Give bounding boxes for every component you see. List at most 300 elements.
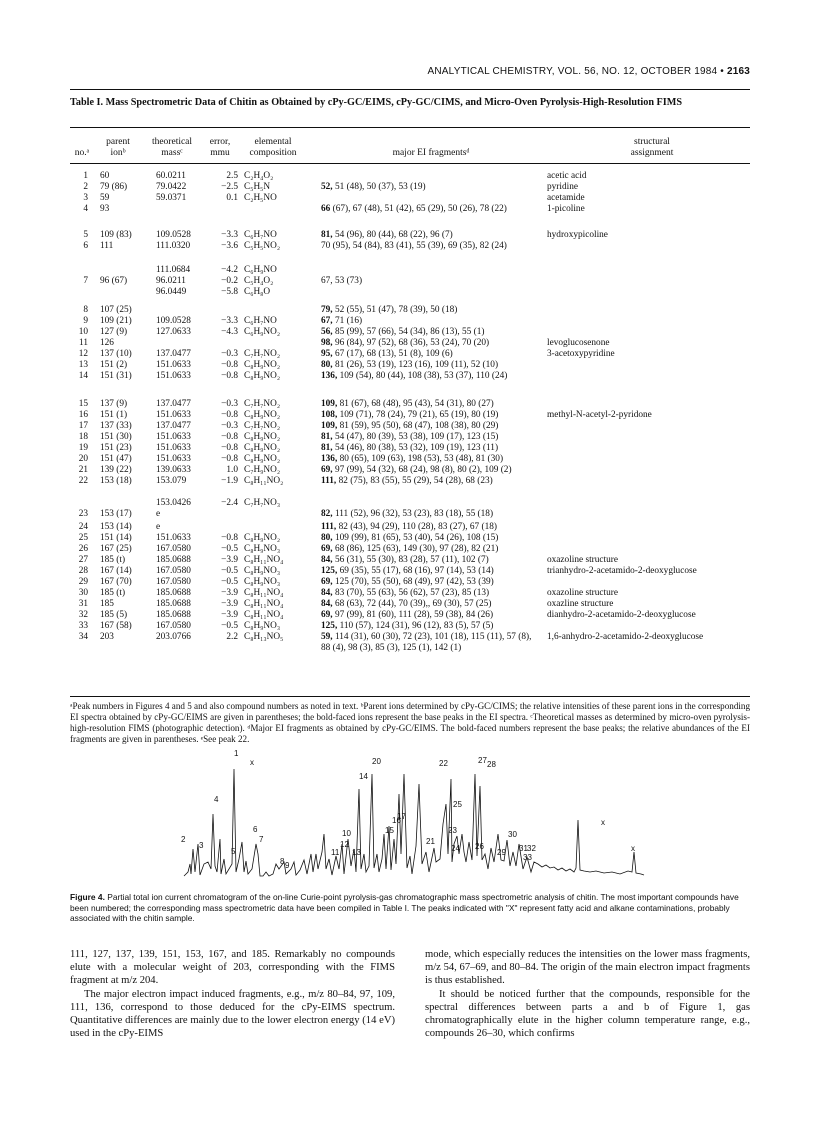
base-peak: 67, <box>321 316 333 326</box>
cell-assignment: methyl-N-acetyl-2-pyridone <box>547 410 652 420</box>
cell-theoretical-mass: e <box>156 522 161 532</box>
col-header-composition: elemental composition <box>249 137 297 158</box>
peak-label: 14 <box>359 772 368 781</box>
cell-theoretical-mass: 79.0422 <box>156 182 187 192</box>
cell-error: −3.9 <box>221 610 238 620</box>
cell-parent-ion: 109 (21) <box>100 316 132 326</box>
fragment-list: 97 (99), 81 (60), 111 (28), 59 (38), 84 (26) <box>332 610 494 620</box>
col-header-no: no.ᵃ <box>74 148 90 158</box>
cell-composition: C₇H₇NO₂ <box>244 399 281 409</box>
col-header-assignment: structural assignment <box>630 137 674 158</box>
cell-theoretical-mass: 185.0688 <box>156 555 191 565</box>
running-header <box>70 66 750 82</box>
cell-fragments <box>321 432 539 443</box>
cell-no: 1 <box>83 171 88 181</box>
cell-error: −2.5 <box>221 182 238 192</box>
cell-no: 4 <box>83 204 88 214</box>
cell-error: −0.8 <box>221 533 238 543</box>
cell-theoretical-mass: 151.0633 <box>156 454 191 464</box>
cell-composition: C₈H₉NO₂ <box>244 410 281 420</box>
cell-parent-ion: 151 (1) <box>100 410 128 420</box>
cell-parent-ion: 167 (58) <box>100 621 132 631</box>
cell-assignment: oxazoline structure <box>547 588 618 598</box>
cell-theoretical-mass: 111.0320 <box>156 241 191 251</box>
base-peak: 69, <box>321 465 333 475</box>
fragment-list: (67), 67 (48), 51 (42), 65 (29), 50 (26), 78 (22) <box>330 204 507 214</box>
cell-assignment: oxazoline structure <box>547 555 618 565</box>
base-peak: 80, <box>321 360 333 370</box>
cell-theoretical-mass: 137.0477 <box>156 349 191 359</box>
cell-no: 8 <box>83 305 88 315</box>
col-header-theoretical-mass: theoretical massᶜ <box>151 137 193 158</box>
figure-caption <box>70 892 750 924</box>
cell-error: −0.3 <box>221 399 238 409</box>
cell-no: 27 <box>78 555 88 565</box>
cell-theoretical-mass: 137.0477 <box>156 399 191 409</box>
cell-no: 6 <box>83 241 88 251</box>
cell-error: −0.8 <box>221 360 238 370</box>
cell-fragments <box>321 588 539 599</box>
cell-theoretical-mass: 109.0528 <box>156 316 191 326</box>
cell-assignment: 3-acetoxypyridine <box>547 349 615 359</box>
cell-composition: C₂H₄O₂ <box>244 171 274 181</box>
cell-error: −0.5 <box>221 577 238 587</box>
cell-error: 1.0 <box>226 465 238 475</box>
cell-composition: C₆H₉NO₂ <box>244 327 281 337</box>
cell-composition: C₆H₉NO <box>244 265 277 275</box>
cell-composition: C₈H₁₁NO₄ <box>244 588 284 598</box>
cell-fragments <box>321 276 539 287</box>
cell-theoretical-mass: 151.0633 <box>156 432 191 442</box>
contamination-mark: x <box>601 818 605 827</box>
cell-theoretical-mass: 151.0633 <box>156 371 191 381</box>
body-paragraph: The major electron impact induced fragments, e.g., m/z 80–84, 97, 109, 111, 136, correspond to those deduced for the cPy-EIMS spectrum. Quantitative differences are mainly due to the lower electron energy (14 eV) used in the cPy-EIMS <box>70 988 395 1040</box>
cell-fragments <box>321 566 539 577</box>
fragment-list: 81 (59), 95 (50), 68 (47), 108 (38), 80 (29) <box>337 421 499 431</box>
cell-parent-ion: 185 <box>100 599 114 609</box>
cell-no: 22 <box>78 476 88 486</box>
cell-parent-ion: 107 (25) <box>100 305 132 315</box>
fragment-list: 54 (47), 80 (39), 53 (38), 109 (17), 123 (15) <box>332 432 499 442</box>
cell-error: 2.5 <box>226 171 238 181</box>
body-paragraph: It should be noticed further that the compounds, responsible for the spectral differences between parts a and b of Figure 1, gas chromatographically elute in the higher column temperature range, e.g., compounds 26–30, which confirms <box>425 988 750 1040</box>
fragment-list: 56 (31), 55 (30), 83 (28), 57 (11), 102 (7) <box>332 555 489 565</box>
cell-assignment: dianhydro-2-acetamido-2-deoxyglucose <box>547 610 696 620</box>
peak-label: 20 <box>372 757 381 766</box>
cell-no: 15 <box>78 399 88 409</box>
peak-label: 2 <box>181 835 186 844</box>
base-peak: 95, <box>321 349 333 359</box>
fragment-list: 67 (17), 68 (13), 51 (8), 109 (6) <box>332 349 453 359</box>
peak-label: 11 <box>331 848 340 857</box>
cell-error: −3.3 <box>221 316 238 326</box>
fragment-list: 96 (84), 97 (52), 68 (36), 53 (24), 70 (20) <box>332 338 490 348</box>
cell-theoretical-mass: 167.0580 <box>156 621 191 631</box>
peak-label: 22 <box>439 759 448 768</box>
cell-theoretical-mass: 151.0633 <box>156 443 191 453</box>
peak-label: 27 <box>478 756 487 765</box>
cell-error: −0.5 <box>221 566 238 576</box>
cell-composition: C₆H₇NO <box>244 230 277 240</box>
cell-fragments <box>321 327 539 338</box>
cell-no: 25 <box>78 533 88 543</box>
cell-fragments <box>321 555 539 566</box>
base-peak: 109, <box>321 421 338 431</box>
cell-theoretical-mass: 137.0477 <box>156 421 191 431</box>
fragment-list: 109 (99), 81 (65), 53 (40), 54 (26), 108 (15) <box>332 533 499 543</box>
cell-no: 31 <box>78 599 88 609</box>
cell-composition: C₈H₉NO₃ <box>244 566 281 576</box>
cell-parent-ion: 185 (t) <box>100 555 126 565</box>
cell-fragments <box>321 305 539 316</box>
base-peak: 81, <box>321 230 333 240</box>
cell-composition: C₈H₁₁NO₄ <box>244 610 284 620</box>
base-peak: 108, <box>321 410 338 420</box>
cell-no: 33 <box>78 621 88 631</box>
cell-assignment: trianhydro-2-acetamido-2-deoxyglucose <box>547 566 697 576</box>
base-peak: 84, <box>321 588 333 598</box>
cell-fragments <box>321 410 539 421</box>
fragment-list: 54 (96), 80 (44), 68 (22), 96 (7) <box>332 230 453 240</box>
col-header-fragments: major EI fragmentsᵈ <box>392 148 470 158</box>
cell-fragments <box>321 632 539 654</box>
peak-label: 9 <box>285 861 290 870</box>
cell-error: 2.2 <box>226 632 238 642</box>
fragment-list: 82 (75), 83 (55), 55 (29), 54 (28), 68 (23) <box>336 476 493 486</box>
cell-theoretical-mass: 111.0684 <box>156 265 191 275</box>
base-peak: 84, <box>321 555 333 565</box>
fragment-list: 52 (55), 51 (47), 78 (39), 50 (18) <box>332 305 458 315</box>
cell-parent-ion: 185 (t) <box>100 588 126 598</box>
cell-fragments <box>321 182 539 193</box>
cell-assignment: hydroxypicoline <box>547 230 608 240</box>
cell-no: 10 <box>78 327 88 337</box>
cell-no: 17 <box>78 421 88 431</box>
cell-composition: C₈H₉NO₃ <box>244 544 281 554</box>
base-peak: 98, <box>321 338 333 348</box>
cell-parent-ion: 137 (9) <box>100 399 128 409</box>
cell-error: −0.8 <box>221 410 238 420</box>
peak-label: 31 <box>519 844 528 853</box>
cell-fragments <box>321 533 539 544</box>
base-peak: 82, <box>321 509 333 519</box>
peak-label: 10 <box>342 829 351 838</box>
header-rule <box>70 89 750 90</box>
cell-theoretical-mass: 185.0688 <box>156 588 191 598</box>
cell-fragments <box>321 621 539 632</box>
peak-label: 32 <box>527 844 536 853</box>
cell-composition: C₆H₇NO <box>244 316 277 326</box>
page-number: 2163 <box>726 66 750 77</box>
cell-parent-ion: 151 (47) <box>100 454 132 464</box>
base-peak: 136, <box>321 454 338 464</box>
cell-parent-ion: 151 (2) <box>100 360 128 370</box>
cell-theoretical-mass: 153.079 <box>156 476 187 486</box>
cell-theoretical-mass: 167.0580 <box>156 577 191 587</box>
cell-fragments <box>321 522 539 533</box>
peak-label: 29 <box>497 848 506 857</box>
cell-fragments <box>321 230 539 241</box>
cell-composition: C₇H₉NO₂ <box>244 465 281 475</box>
cell-no: 13 <box>78 360 88 370</box>
cell-parent-ion: 167 (70) <box>100 577 132 587</box>
cell-no: 34 <box>78 632 88 642</box>
cell-no: 7 <box>83 276 88 286</box>
base-peak: 136, <box>321 371 338 381</box>
contamination-mark: x <box>631 844 635 853</box>
peak-label: 3 <box>199 841 204 850</box>
base-peak: 81, <box>321 432 333 442</box>
cell-no: 14 <box>78 371 88 381</box>
cell-composition: C₂H₅NO <box>244 193 277 203</box>
base-peak: 125, <box>321 621 338 631</box>
cell-assignment: acetamide <box>547 193 585 203</box>
cell-composition: C₈H₉NO₂ <box>244 432 281 442</box>
cell-no: 11 <box>79 338 88 348</box>
cell-no: 9 <box>83 316 88 326</box>
cell-parent-ion: 203 <box>100 632 114 642</box>
peak-label: 24 <box>451 844 460 853</box>
cell-error: −0.5 <box>221 544 238 554</box>
chromatogram <box>176 744 646 884</box>
peak-label: 15 <box>385 826 394 835</box>
cell-composition: C₈H₁₁NO₄ <box>244 555 284 565</box>
peak-label: 17 <box>397 812 406 821</box>
cell-theoretical-mass: 96.0211 <box>156 276 186 286</box>
peak-label: 26 <box>475 842 484 851</box>
cell-parent-ion: 139 (22) <box>100 465 132 475</box>
cell-parent-ion: 151 (31) <box>100 371 132 381</box>
cell-parent-ion: 60 <box>100 171 110 181</box>
cell-assignment: pyridine <box>547 182 578 192</box>
fragment-list: 83 (70), 55 (63), 56 (62), 57 (23), 85 (13) <box>332 588 490 598</box>
body-paragraph: mode, which especially reduces the intensities on the lower mass fragments, m/z 54, 67–69, and 80–84. The origin of the main electron impact fragments is thus established. <box>425 949 750 987</box>
cell-parent-ion: 93 <box>100 204 110 214</box>
cell-theoretical-mass: 151.0633 <box>156 533 191 543</box>
chromatogram-trace <box>184 769 644 876</box>
cell-composition: C₈H₁₃NO₅ <box>244 632 284 642</box>
cell-theoretical-mass: 167.0580 <box>156 544 191 554</box>
cell-fragments <box>321 476 539 487</box>
fragment-list: 71 (16) <box>332 316 363 326</box>
cell-error: −3.9 <box>221 588 238 598</box>
fragment-list: 81 (67), 68 (48), 95 (43), 54 (31), 80 (27) <box>337 399 494 409</box>
cell-composition: C₈H₁₁NO₄ <box>244 599 284 609</box>
base-peak: 111, <box>321 476 337 486</box>
peak-label: 4 <box>214 795 219 804</box>
figure-label: Figure 4. <box>70 892 105 902</box>
cell-error: −3.9 <box>221 599 238 609</box>
peak-label: 16 <box>392 816 401 825</box>
body-paragraph: 111, 127, 137, 139, 151, 153, 167, and 185. Remarkably no compounds elute with a molecular weight of 203, corresponding with the FIMS fragment at m/z 204. <box>70 949 395 987</box>
cell-assignment: levoglucosenone <box>547 338 610 348</box>
cell-no: 5 <box>83 230 88 240</box>
cell-theoretical-mass: 139.0633 <box>156 465 191 475</box>
cell-no: 30 <box>78 588 88 598</box>
cell-error: −4.3 <box>221 327 238 337</box>
cell-composition: C₈H₉NO₃ <box>244 577 281 587</box>
base-peak: 52, <box>321 182 333 192</box>
cell-no: 3 <box>83 193 88 203</box>
cell-error: −0.3 <box>221 421 238 431</box>
cell-fragments <box>321 610 539 621</box>
cell-theoretical-mass: 151.0633 <box>156 360 191 370</box>
cell-no: 19 <box>78 443 88 453</box>
base-peak: 69, <box>321 610 333 620</box>
fragment-list: 110 (57), 124 (31), 96 (12), 83 (5), 57 (5) <box>337 621 494 631</box>
cell-theoretical-mass: 153.0426 <box>156 498 191 508</box>
cell-no: 29 <box>78 577 88 587</box>
base-peak: 59, <box>321 632 333 642</box>
cell-assignment: 1,6-anhydro-2-acetamido-2-deoxyglucose <box>547 632 704 642</box>
fragment-list: 109 (54), 80 (44), 108 (38), 53 (37), 110 (24) <box>337 371 508 381</box>
peak-label: 5 <box>231 847 236 856</box>
cell-composition: C₈H₁₁NO₂ <box>244 476 284 486</box>
cell-error: −0.8 <box>221 454 238 464</box>
cell-parent-ion: 185 (5) <box>100 610 128 620</box>
cell-error: −2.4 <box>221 498 238 508</box>
col-header-parent-ion: parent ionᵇ <box>106 137 130 158</box>
cell-parent-ion: 127 (9) <box>100 327 128 337</box>
cell-parent-ion: 153 (18) <box>100 476 132 486</box>
cell-error: −0.2 <box>221 276 238 286</box>
cell-composition: C₈H₉NO₂ <box>244 454 281 464</box>
cell-fragments <box>321 509 539 520</box>
peak-label: 13 <box>352 848 361 857</box>
peak-label: 23 <box>448 826 457 835</box>
base-peak: 125, <box>321 566 338 576</box>
cell-no: 2 <box>83 182 88 192</box>
cell-theoretical-mass: e <box>156 509 161 519</box>
peak-label: 28 <box>487 760 496 769</box>
cell-no: 24 <box>78 522 88 532</box>
cell-theoretical-mass: 185.0688 <box>156 599 191 609</box>
peak-label: 12 <box>340 840 349 849</box>
cell-fragments <box>321 399 539 410</box>
table-rule-top <box>70 127 750 128</box>
cell-fragments <box>321 544 539 555</box>
cell-composition: C₈H₉NO₃ <box>244 621 281 631</box>
base-peak: 69, <box>321 544 333 554</box>
col-header-error: error, mmu <box>209 137 231 158</box>
cell-parent-ion: 137 (33) <box>100 421 132 431</box>
cell-parent-ion: 59 <box>100 193 110 203</box>
cell-parent-ion: 153 (14) <box>100 522 132 532</box>
cell-fragments <box>321 204 539 215</box>
cell-parent-ion: 151 (30) <box>100 432 132 442</box>
cell-assignment: oxazline structure <box>547 599 614 609</box>
journal-citation: ANALYTICAL CHEMISTRY, VOL. 56, NO. 12, OCTOBER 1984 <box>427 66 718 77</box>
cell-error: −1.9 <box>221 476 238 486</box>
fragment-list: 114 (31), 60 (30), 72 (23), 101 (18), 115 (11), 57 (8), 88 (4), 98 (3), 85 (3), 125 (1), 142 (1) <box>321 632 532 653</box>
cell-fragments <box>321 349 539 360</box>
cell-assignment: acetic acid <box>547 171 587 181</box>
cell-no: 18 <box>78 432 88 442</box>
cell-theoretical-mass: 151.0633 <box>156 410 191 420</box>
fragment-list: 70 (95), 54 (84), 83 (41), 55 (39), 69 (35), 82 (24) <box>321 241 507 251</box>
peak-label: 30 <box>508 830 517 839</box>
cell-theoretical-mass: 185.0688 <box>156 610 191 620</box>
cell-parent-ion: 96 (67) <box>100 276 128 286</box>
cell-no: 28 <box>78 566 88 576</box>
table-rule-header <box>70 163 750 164</box>
cell-parent-ion: 167 (25) <box>100 544 132 554</box>
fragment-list: 111 (52), 96 (32), 53 (23), 83 (18), 55 (18) <box>332 509 494 519</box>
cell-composition: C₇H₇NO₂ <box>244 421 281 431</box>
cell-error: −0.8 <box>221 432 238 442</box>
body-column-left <box>70 948 395 1040</box>
cell-composition: C₅H₅N <box>244 182 271 192</box>
cell-parent-ion: 111 <box>100 241 114 251</box>
base-peak: 109, <box>321 399 338 409</box>
base-peak: 80, <box>321 533 333 543</box>
peak-label: 21 <box>426 837 435 846</box>
cell-fragments <box>321 454 539 465</box>
peak-label: 8 <box>280 857 285 866</box>
cell-composition: C₇H₇NO₂ <box>244 349 281 359</box>
cell-theoretical-mass: 167.0580 <box>156 566 191 576</box>
cell-theoretical-mass: 59.0371 <box>156 193 187 203</box>
cell-no: 16 <box>78 410 88 420</box>
cell-composition: C₅H₄O₂ <box>244 276 274 286</box>
cell-parent-ion: 151 (14) <box>100 533 132 543</box>
fragment-list: 109 (71), 78 (24), 79 (21), 65 (19), 80 (19) <box>337 410 499 420</box>
cell-theoretical-mass: 127.0633 <box>156 327 191 337</box>
cell-no: 32 <box>78 610 88 620</box>
peak-label: 6 <box>253 825 258 834</box>
cell-fragments <box>321 241 539 252</box>
base-peak: 79, <box>321 305 333 315</box>
cell-composition: C₈H₉NO₂ <box>244 360 281 370</box>
cell-error: −4.2 <box>221 265 238 275</box>
fragment-list: 80 (65), 109 (63), 198 (53), 53 (48), 81 (30) <box>337 454 504 464</box>
cell-theoretical-mass: 109.0528 <box>156 230 191 240</box>
cell-error: −0.8 <box>221 371 238 381</box>
cell-fragments <box>321 421 539 432</box>
cell-fragments <box>321 316 539 327</box>
table-rule-bottom <box>70 696 750 697</box>
cell-no: 21 <box>78 465 88 475</box>
body-column-right <box>425 948 750 1040</box>
peak-label: 33 <box>523 853 532 862</box>
cell-fragments <box>321 443 539 454</box>
cell-parent-ion: 137 (10) <box>100 349 132 359</box>
cell-fragments <box>321 360 539 371</box>
fragment-list: 81 (26), 53 (19), 123 (16), 109 (11), 52 (10) <box>332 360 499 370</box>
cell-no: 26 <box>78 544 88 554</box>
base-peak: 56, <box>321 327 333 337</box>
cell-error: −5.8 <box>221 287 238 297</box>
base-peak: 84, <box>321 599 333 609</box>
peak-label: 7 <box>259 835 264 844</box>
cell-theoretical-mass: 60.0211 <box>156 171 186 181</box>
fragment-list: 51 (48), 50 (37), 53 (19) <box>332 182 426 192</box>
fragment-list: 82 (43), 94 (29), 110 (28), 83 (27), 67 (18) <box>336 522 498 532</box>
cell-error: −3.3 <box>221 230 238 240</box>
base-peak: 69, <box>321 577 333 587</box>
cell-error: −3.9 <box>221 555 238 565</box>
table-caption: Table I. Mass Spectrometric Data of Chitin as Obtained by cPy-GC/EIMS, cPy-GC/CIMS, and Micro-Oven Pyrolysis-High-Resolution FIMS <box>70 97 682 108</box>
fragment-list: 68 (86), 125 (63), 149 (30), 97 (28), 82 (21) <box>332 544 499 554</box>
base-peak: 66 <box>321 204 331 214</box>
cell-composition: C₅H₅NO₂ <box>244 241 281 251</box>
cell-fragments <box>321 577 539 588</box>
cell-fragments <box>321 338 539 349</box>
fragment-list: 68 (63), 72 (44), 70 (39),, 69 (30), 57 (25) <box>332 599 492 609</box>
cell-no: 23 <box>78 509 88 519</box>
cell-assignment: 1-picoline <box>547 204 585 214</box>
cell-error: −0.3 <box>221 349 238 359</box>
